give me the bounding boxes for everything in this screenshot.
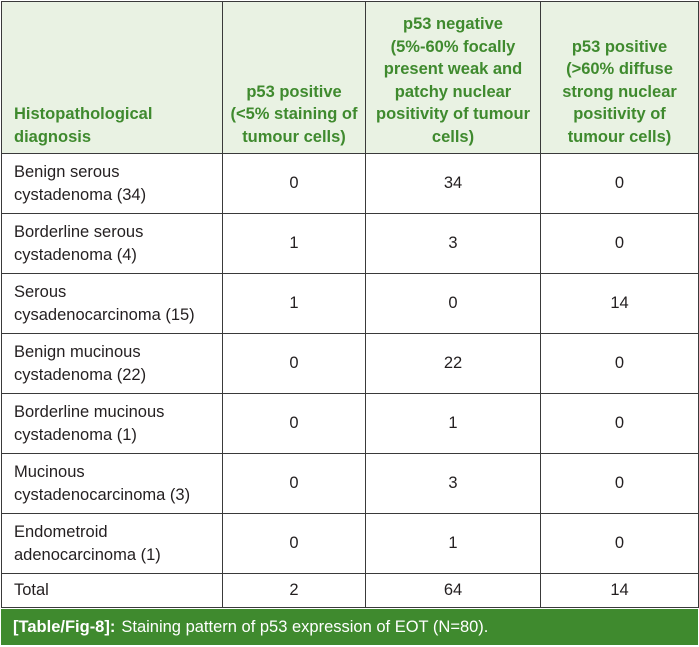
caption-text: Staining pattern of p53 expression of EOT (N=80). — [121, 617, 489, 636]
table-row — [2, 334, 699, 394]
value-cell: 1 — [223, 214, 366, 274]
value-cell: 1 — [366, 394, 541, 454]
p53-staining-table — [1, 1, 699, 608]
header-p53-positive-low: p53 positive (<5% staining of tumour cells) — [223, 2, 366, 154]
total-value: 2 — [223, 574, 366, 608]
header-p53-negative: p53 negative (5%-60% focally present weak and patchy nuclear positivity of tumour cells) — [366, 2, 541, 154]
value-cell: 1 — [366, 514, 541, 574]
header-p53-positive-high: p53 positive (>60% diffuse strong nuclear positivity of tumour cells) — [541, 2, 699, 154]
value-cell: 0 — [541, 394, 699, 454]
caption-reference: [Table/Fig-8]: — [13, 617, 116, 636]
table-caption — [1, 609, 698, 645]
diagnosis-cell: Mucinous cystadenocarcinoma (3) — [2, 454, 223, 514]
diagnosis-cell: Benign serous cystadenoma (34) — [2, 154, 223, 214]
value-cell: 0 — [366, 274, 541, 334]
diagnosis-cell: Endometroid adenocarcinoma (1) — [2, 514, 223, 574]
header-diagnosis: Histopathological diagnosis — [2, 2, 223, 154]
value-cell: 22 — [366, 334, 541, 394]
table-figure — [1, 1, 698, 645]
diagnosis-cell: Borderline mucinous cystadenoma (1) — [2, 394, 223, 454]
total-row — [2, 574, 699, 608]
value-cell: 0 — [541, 154, 699, 214]
table-row — [2, 454, 699, 514]
total-value: 64 — [366, 574, 541, 608]
value-cell: 1 — [223, 274, 366, 334]
value-cell: 34 — [366, 154, 541, 214]
diagnosis-cell: Borderline serous cystadenoma (4) — [2, 214, 223, 274]
diagnosis-cell: Benign mucinous cystadenoma (22) — [2, 334, 223, 394]
total-value: 14 — [541, 574, 699, 608]
value-cell: 3 — [366, 454, 541, 514]
table-row — [2, 394, 699, 454]
value-cell: 0 — [541, 214, 699, 274]
header-row — [2, 2, 699, 154]
value-cell: 0 — [541, 334, 699, 394]
value-cell: 0 — [541, 514, 699, 574]
table-row — [2, 514, 699, 574]
table-row — [2, 274, 699, 334]
total-label: Total — [2, 574, 223, 608]
value-cell: 0 — [223, 394, 366, 454]
diagnosis-cell: Serous cysadenocarcinoma (15) — [2, 274, 223, 334]
value-cell: 0 — [223, 514, 366, 574]
table-row — [2, 154, 699, 214]
value-cell: 0 — [541, 454, 699, 514]
value-cell: 0 — [223, 454, 366, 514]
table-row — [2, 214, 699, 274]
value-cell: 0 — [223, 154, 366, 214]
value-cell: 3 — [366, 214, 541, 274]
value-cell: 0 — [223, 334, 366, 394]
value-cell: 14 — [541, 274, 699, 334]
